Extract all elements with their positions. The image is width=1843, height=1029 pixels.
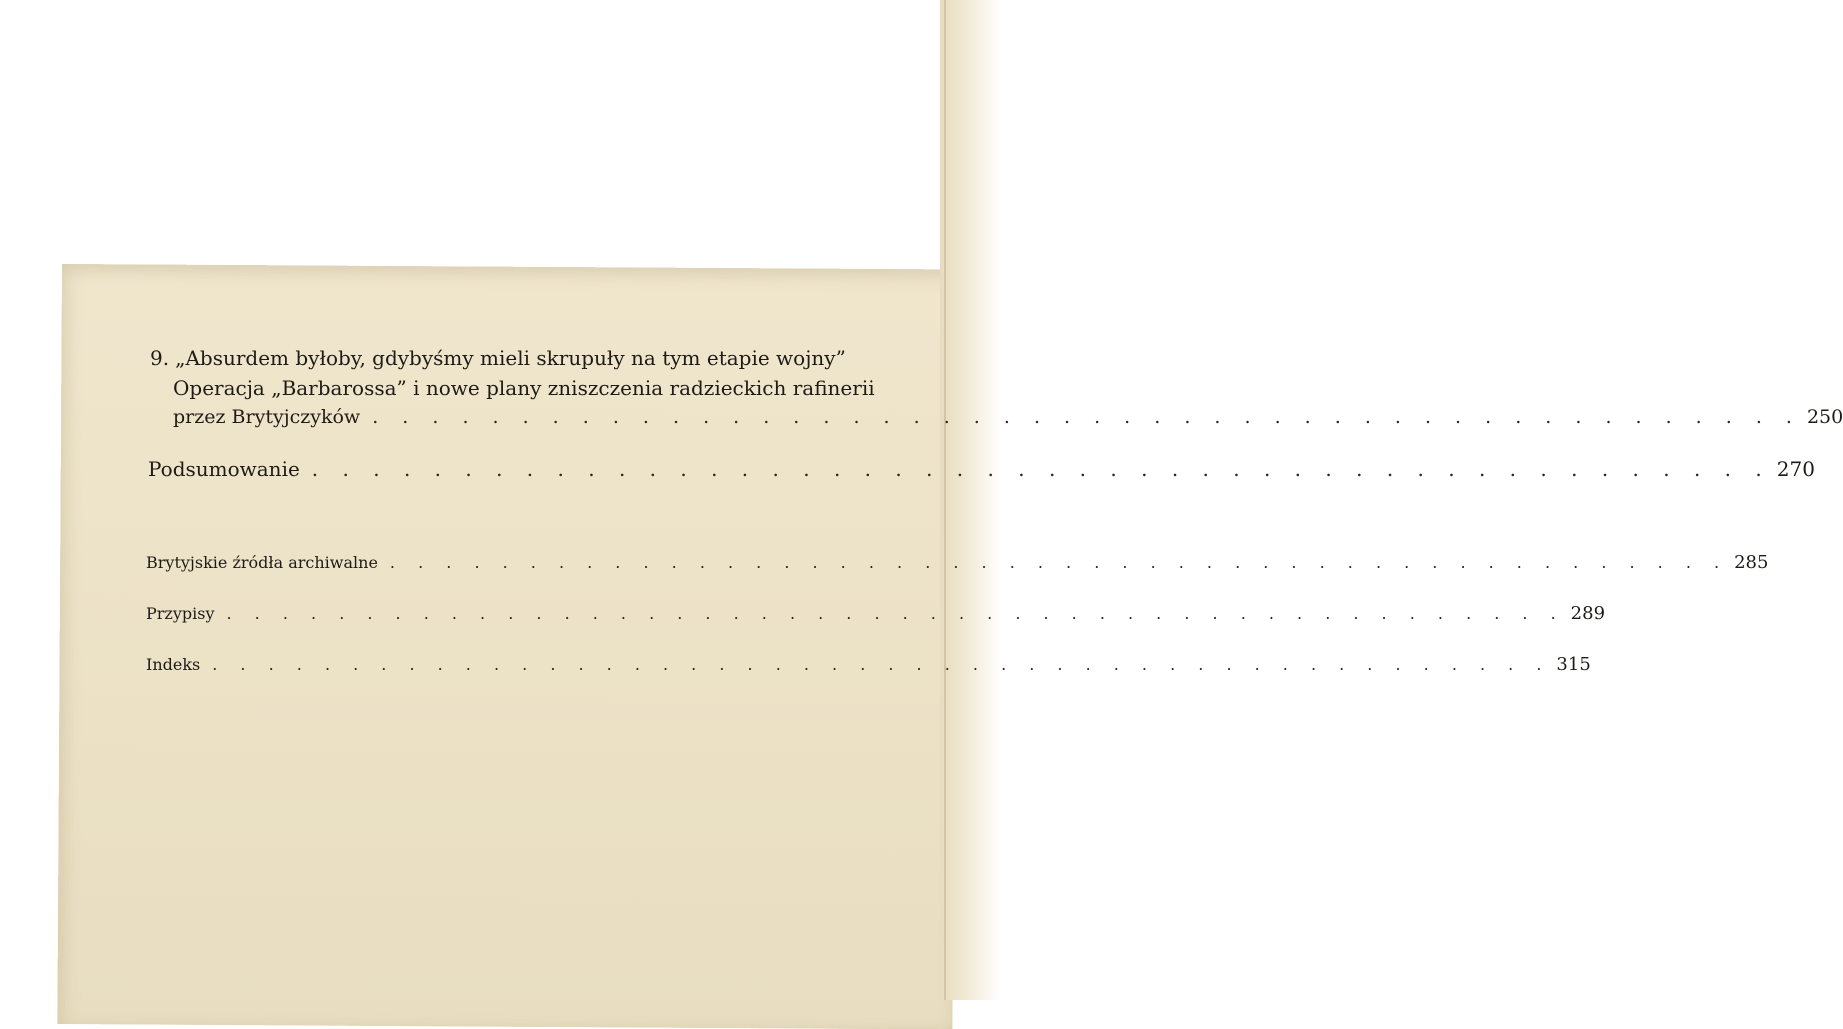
toc-entry-index: [146, 654, 1591, 675]
summary-title: Podsumowanie: [148, 457, 300, 481]
dot-leader: . . . . . . . . . . . . . . . . . . . . . . . . . . . . . . . . . . . . . . . . . . . . . . . .: [372, 406, 1801, 428]
chapter-number: 9.: [150, 346, 170, 370]
toc-entry-chapter-9-line-2: [173, 376, 873, 400]
chapter-title-line-3: przez Brytyjczyków: [173, 406, 361, 428]
page-number: 315: [1556, 654, 1591, 675]
page-number: 289: [1570, 603, 1606, 624]
dot-leader: . . . . . . . . . . . . . . . . . . . . . . . . . . . . . . . . . . . . . . . . . . . . . . . .: [212, 655, 1551, 674]
toc-entry-chapter-9-line-3: [173, 406, 1843, 428]
dot-leader: . . . . . . . . . . . . . . . . . . . . . . . . . . . . . . . . . . . . . . . . . . . . . . . .: [226, 604, 1565, 623]
notes-title: Przypisy: [146, 604, 215, 623]
toc-entry-chapter-9-line-1: [150, 346, 870, 370]
toc-entry-sources: [146, 552, 1769, 573]
dot-leader: . . . . . . . . . . . . . . . . . . . . . . . . . . . . . . . . . . . . . . . . . . . . . . . .: [389, 553, 1729, 572]
sources-title: Brytyjskie źródła archiwalne: [146, 553, 378, 572]
page-number: 250: [1806, 406, 1843, 428]
dot-leader: . . . . . . . . . . . . . . . . . . . . . . . . . . . . . . . . . . . . . . . . . . . . . . . .: [311, 457, 1771, 481]
page-number: 270: [1776, 457, 1815, 481]
toc-entry-summary: [148, 457, 1815, 481]
chapter-title-line-1: „Absurdem byłoby, gdybyśmy mieli skrupuły na tym etapie wojny”: [175, 346, 846, 370]
toc-entry-notes: [146, 603, 1606, 624]
index-title: Indeks: [146, 655, 201, 674]
page-number: 285: [1734, 552, 1769, 573]
chapter-title-line-2: Operacja „Barbarossa” i nowe plany zniszczenia radzieckich rafinerii: [173, 376, 875, 400]
